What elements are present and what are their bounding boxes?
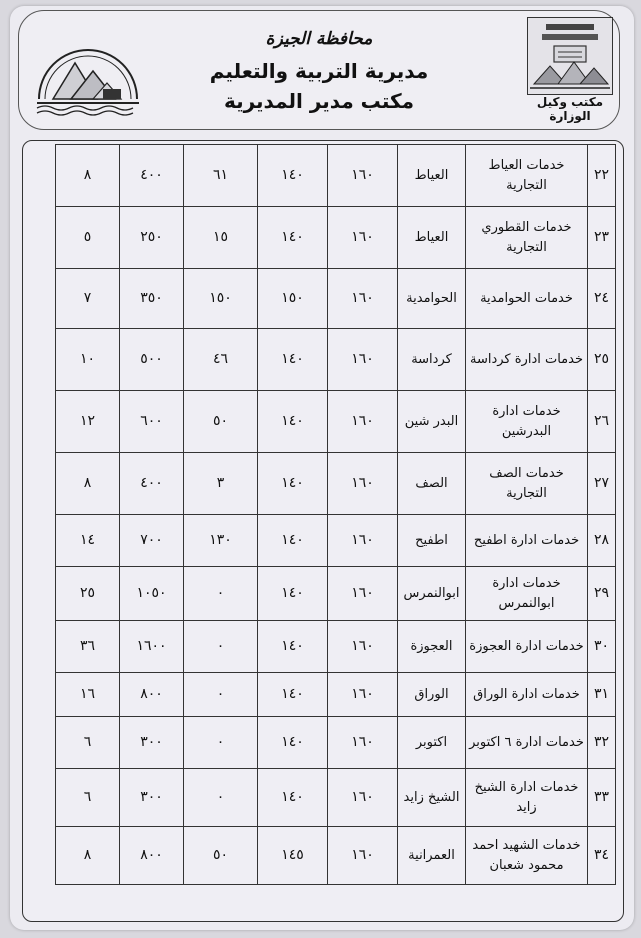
value-cell-5: ٦ <box>56 769 120 827</box>
table-row <box>56 717 616 769</box>
value-cell-5: ٨ <box>56 453 120 515</box>
value-cell-1: ١٦٠ <box>328 207 398 269</box>
school-name-cell: خدمات الصف التجارية <box>466 453 588 515</box>
row-number: ٢٥ <box>588 329 616 391</box>
row-number: ٢٣ <box>588 207 616 269</box>
value-cell-3: ٠ <box>184 567 258 621</box>
value-cell-3: ٥٠ <box>184 391 258 453</box>
value-cell-1: ١٦٠ <box>328 391 398 453</box>
distribution-table <box>55 144 616 885</box>
value-cell-2: ١٥٠ <box>258 269 328 329</box>
value-cell-5: ١٢ <box>56 391 120 453</box>
value-cell-1: ١٦٠ <box>328 621 398 673</box>
district-cell: اكتوبر <box>398 717 466 769</box>
school-name-cell: خدمات الشهيد احمد محمود شعبان <box>466 827 588 885</box>
district-cell: الشيخ زايد <box>398 769 466 827</box>
office-title: مكتب مدير المديرية <box>223 89 415 113</box>
value-cell-3: ٦١ <box>184 145 258 207</box>
school-name-cell: خدمات الحوامدية <box>466 269 588 329</box>
value-cell-1: ١٦٠ <box>328 329 398 391</box>
row-number: ٢٧ <box>588 453 616 515</box>
value-cell-2: ١٤٠ <box>258 717 328 769</box>
value-cell-1: ١٦٠ <box>328 269 398 329</box>
value-cell-5: ٣٦ <box>56 621 120 673</box>
ministry-stamp-logo <box>527 17 613 95</box>
value-cell-3: ١٣٠ <box>184 515 258 567</box>
value-cell-4: ٧٠٠ <box>120 515 184 567</box>
table-row <box>56 329 616 391</box>
district-cell: العجوزة <box>398 621 466 673</box>
value-cell-2: ١٤٠ <box>258 673 328 717</box>
value-cell-1: ١٦٠ <box>328 827 398 885</box>
value-cell-2: ١٤٠ <box>258 567 328 621</box>
value-cell-2: ١٤٠ <box>258 515 328 567</box>
district-cell: العياط <box>398 145 466 207</box>
value-cell-1: ١٦٠ <box>328 673 398 717</box>
table-row <box>56 207 616 269</box>
value-cell-4: ٨٠٠ <box>120 673 184 717</box>
row-number: ٢٨ <box>588 515 616 567</box>
value-cell-4: ٣٠٠ <box>120 717 184 769</box>
value-cell-5: ٦ <box>56 717 120 769</box>
district-cell: العياط <box>398 207 466 269</box>
school-name-cell: خدمات ادارة اطفيح <box>466 515 588 567</box>
value-cell-3: ٠ <box>184 769 258 827</box>
value-cell-2: ١٤٠ <box>258 145 328 207</box>
district-cell: العمرانية <box>398 827 466 885</box>
school-name-cell: خدمات ادارة كرداسة <box>466 329 588 391</box>
value-cell-4: ٢٥٠ <box>120 207 184 269</box>
district-cell: ابوالنمرس <box>398 567 466 621</box>
value-cell-5: ٥ <box>56 207 120 269</box>
value-cell-4: ١٠٥٠ <box>120 567 184 621</box>
value-cell-1: ١٦٠ <box>328 717 398 769</box>
row-number: ٣١ <box>588 673 616 717</box>
school-name-cell: خدمات ادارة ابوالنمرس <box>466 567 588 621</box>
value-cell-3: ٠ <box>184 621 258 673</box>
value-cell-4: ٤٠٠ <box>120 145 184 207</box>
value-cell-3: ١٥ <box>184 207 258 269</box>
letterhead <box>18 10 620 130</box>
school-name-cell: خدمات ادارة العجوزة <box>466 621 588 673</box>
value-cell-3: ٠ <box>184 717 258 769</box>
value-cell-4: ٤٠٠ <box>120 453 184 515</box>
directorate-title: مديرية التربية والتعليم <box>209 59 429 83</box>
district-cell: الوراق <box>398 673 466 717</box>
district-cell: اطفيح <box>398 515 466 567</box>
table-row <box>56 673 616 717</box>
row-number: ٣٣ <box>588 769 616 827</box>
value-cell-5: ١٦ <box>56 673 120 717</box>
value-cell-4: ٨٠٠ <box>120 827 184 885</box>
value-cell-4: ٥٠٠ <box>120 329 184 391</box>
value-cell-4: ٦٠٠ <box>120 391 184 453</box>
table-body <box>56 145 616 885</box>
table-row <box>56 269 616 329</box>
row-number: ٣٢ <box>588 717 616 769</box>
value-cell-3: ٥٠ <box>184 827 258 885</box>
value-cell-2: ١٤٠ <box>258 453 328 515</box>
table-row <box>56 453 616 515</box>
value-cell-1: ١٦٠ <box>328 769 398 827</box>
school-name-cell: خدمات العياط التجارية <box>466 145 588 207</box>
value-cell-2: ١٤٠ <box>258 391 328 453</box>
value-cell-4: ١٦٠٠ <box>120 621 184 673</box>
table-row <box>56 391 616 453</box>
table-row <box>56 769 616 827</box>
value-cell-4: ٣٠٠ <box>120 769 184 827</box>
school-name-cell: خدمات ادارة الوراق <box>466 673 588 717</box>
value-cell-5: ٢٥ <box>56 567 120 621</box>
value-cell-2: ١٤٥ <box>258 827 328 885</box>
governorate-title: محافظة الجيزة <box>265 29 373 49</box>
school-name-cell: خدمات ادارة البدرشين <box>466 391 588 453</box>
value-cell-5: ١٤ <box>56 515 120 567</box>
table-row <box>56 621 616 673</box>
district-cell: البدر شين <box>398 391 466 453</box>
value-cell-3: ٠ <box>184 673 258 717</box>
value-cell-2: ١٤٠ <box>258 207 328 269</box>
value-cell-5: ٨ <box>56 827 120 885</box>
undersecretary-office-caption: مكتب وكيل الوزارة <box>536 95 604 123</box>
row-number: ٢٤ <box>588 269 616 329</box>
table-row <box>56 567 616 621</box>
value-cell-3: ١٥٠ <box>184 269 258 329</box>
value-cell-2: ١٤٠ <box>258 621 328 673</box>
value-cell-5: ٧ <box>56 269 120 329</box>
value-cell-1: ١٦٠ <box>328 453 398 515</box>
row-number: ٣٠ <box>588 621 616 673</box>
value-cell-5: ٨ <box>56 145 120 207</box>
value-cell-1: ١٦٠ <box>328 515 398 567</box>
value-cell-2: ١٤٠ <box>258 769 328 827</box>
value-cell-3: ٣ <box>184 453 258 515</box>
row-number: ٢٢ <box>588 145 616 207</box>
value-cell-1: ١٦٠ <box>328 145 398 207</box>
table-row <box>56 145 616 207</box>
value-cell-2: ١٤٠ <box>258 329 328 391</box>
school-name-cell: خدمات ادارة ٦ اكتوبر <box>466 717 588 769</box>
school-name-cell: خدمات القطوري التجارية <box>466 207 588 269</box>
district-cell: الحوامدية <box>398 269 466 329</box>
value-cell-4: ٣٥٠ <box>120 269 184 329</box>
school-name-cell: خدمات ادارة الشيخ زايد <box>466 769 588 827</box>
table-row <box>56 515 616 567</box>
district-cell: الصف <box>398 453 466 515</box>
value-cell-1: ١٦٠ <box>328 567 398 621</box>
district-cell: كرداسة <box>398 329 466 391</box>
table-row <box>56 827 616 885</box>
row-number: ٢٦ <box>588 391 616 453</box>
value-cell-3: ٤٦ <box>184 329 258 391</box>
row-number: ٣٤ <box>588 827 616 885</box>
row-number: ٢٩ <box>588 567 616 621</box>
value-cell-5: ١٠ <box>56 329 120 391</box>
